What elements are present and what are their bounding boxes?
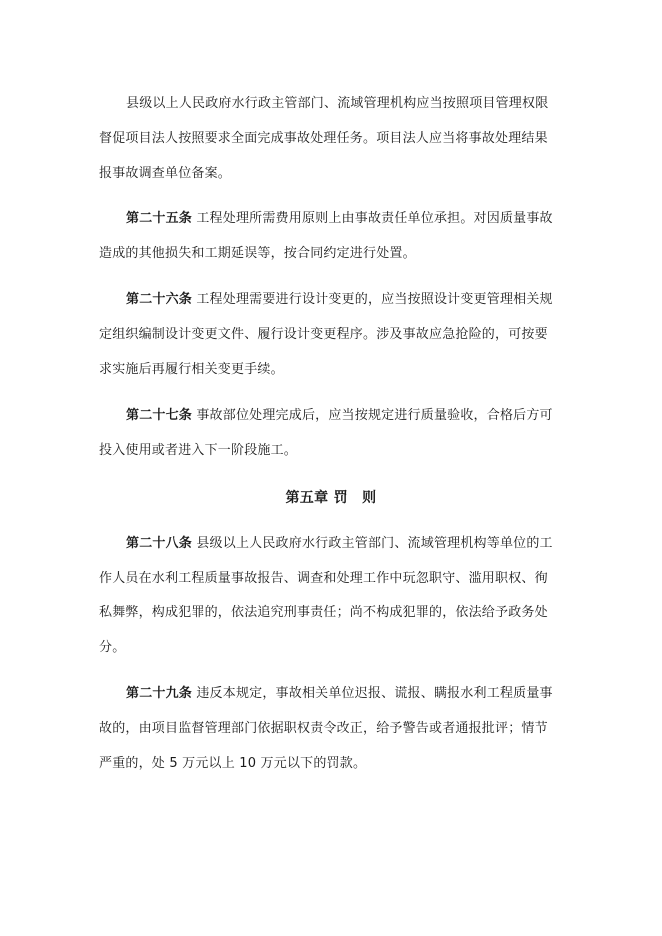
article-26-line-1: [126, 292, 553, 308]
para-1-line-2: 督促项目法人按照要求全面完成事故处理任务。项目法人应当将事故处理结果: [99, 131, 548, 146]
para-1-line-1: 县级以上人民政府水行政主管部门、流域管理机构应当按照项目管理权限: [126, 96, 549, 111]
para-1-line-3: 报事故调查单位备案。: [99, 166, 232, 181]
article-29-line-1: [126, 686, 553, 702]
article-28-line-2: 作人员在水利工程质量事故报告、调查和处理工作中玩忽职守、滥用职权、徇: [99, 571, 548, 586]
article-27-text: 事故部位处理完成后，应当按规定进行质量验收，合格后方可: [192, 408, 553, 423]
article-27-line-1: [126, 408, 553, 424]
article-25-number: 第二十五条: [126, 211, 193, 226]
article-25-text: 工程处理所需费用原则上由事故责任单位承担。对因质量事故: [192, 211, 553, 226]
article-29-number: 第二十九条: [126, 686, 193, 701]
article-28-line-1: [126, 536, 553, 552]
article-28-line-4: 分。: [99, 640, 126, 655]
chapter-heading: 第五章 罚 则: [285, 490, 377, 506]
article-25-line-2: 造成的其他损失和工期延误等，按合同约定进行处置。: [99, 246, 416, 261]
article-28-number: 第二十八条: [126, 536, 193, 551]
article-26-line-3: 求实施后再履行相关变更手续。: [99, 362, 284, 377]
article-26-line-2: 定组织编制设计变更文件、履行设计变更程序。涉及事故应急抢险的，可按要: [99, 327, 548, 342]
article-28-text: 县级以上人民政府水行政主管部门、流域管理机构等单位的工: [192, 536, 553, 551]
article-28-line-3: 私舞弊，构成犯罪的，依法追究刑事责任；尚不构成犯罪的，依法给予政务处: [99, 605, 548, 620]
article-26-number: 第二十六条: [126, 292, 193, 307]
article-29-line-2: 故的，由项目监督管理部门依据职权责令改正，给予警告或者通报批评；情节: [99, 721, 548, 736]
article-29-text: 违反本规定，事故相关单位迟报、谎报、瞒报水利工程质量事: [192, 686, 553, 701]
article-29-line-3: 严重的，处 5 万元以上 10 万元以下的罚款。: [99, 756, 367, 771]
article-26-text: 工程处理需要进行设计变更的，应当按照设计变更管理相关规: [192, 292, 553, 307]
article-25-line-1: [126, 211, 553, 227]
article-27-number: 第二十七条: [126, 408, 193, 423]
article-27-line-2: 投入使用或者进入下一阶段施工。: [99, 443, 298, 458]
